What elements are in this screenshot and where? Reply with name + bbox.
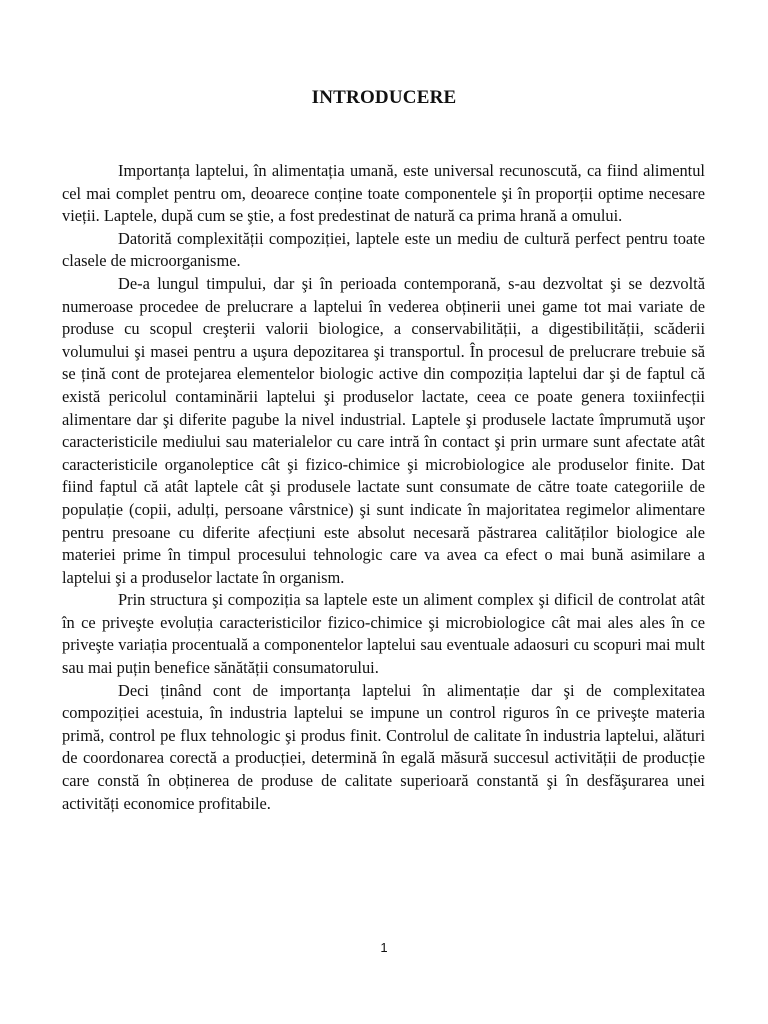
paragraph: Deci ținând cont de importanța laptelui în alimentație dar şi de complexitatea compoziției acestuia, în industria laptelui se impune un control riguros în ce priveşte materia primă, control pe flux tehnologic şi produs finit. Controlul de calitate în industria laptelui, alături de coordonarea corectă a producției, determină în egală măsură succesul activității de producție care constă în obținerea de produse de calitate superioară constantă şi în desfăşurarea unei activități economice profitabile.	[62, 680, 705, 813]
paragraph: Datorită complexității compoziției, laptele este un mediu de cultură perfect pentru toate clasele de microorganisme.	[62, 228, 705, 271]
page-number: 1	[380, 940, 388, 955]
paragraph: Importanța laptelui, în alimentația umană, este universal recunoscută, ca fiind alimentul cel mai complet pentru om, deoarece conține toate componentele şi în proporții optime necesare vieții. Laptele, după cum se ştie, a fost predestinat de natură ca prima hrană a omului.	[62, 161, 705, 226]
paragraph: Prin structura şi compoziția sa laptele este un aliment complex şi dificil de controlat atât în ce priveşte evoluția caracteristicilor fizico-chimice şi microbiologice cât mai ales ales în ce priveşte variația procentuală a componentelor laptelui sau eventuale adaosuri cu scopuri mai mult sau mai puțin benefice sănătății consumatorului.	[62, 590, 705, 678]
paragraph: De-a lungul timpului, dar şi în perioada contemporană, s-au dezvoltat şi se dezvoltă numeroase procedee de prelucrare a laptelui în vederea obținerii unei game tot mai variate de produse cu scopul creşterii valorii biologice, a conservabilității, a digestibilității, scăderii volumului şi masei pentru a uşura depozitarea şi transportul. În procesul de prelucrare trebuie să se țină cont de protejarea elementelor biologic active din compoziția laptelui dar şi de faptul că există pericolul contaminării laptelui şi produselor lactate, ceea ce poate genera toxiinfecții alimentare dar şi diferite pagube la nivel industrial. Laptele şi produsele lactate împrumută uşor caracteristicile mediului sau materialelor cu care intră în contact şi prin urmare sunt afectate atât caracteristicile organoleptice cât şi fizico-chimice şi microbiologice ale produselor finite. Dat fiind faptul că atât laptele cât şi produsele lactate sunt consumate de către toate categoriile de populație (copii, adulți, persoane vârstnice) şi sunt indicate în majoritatea regimelor alimentare pentru presoane cu diferite afecțiuni este absolut necesară păstrarea calităților biologice ale materiei prime în timpul procesului tehnologic care va avea ca efect o mai bună asimilare a laptelui şi a produselor lactate în organism.	[62, 273, 705, 587]
page-title: INTRODUCERE	[311, 87, 457, 108]
document-body	[62, 160, 705, 815]
